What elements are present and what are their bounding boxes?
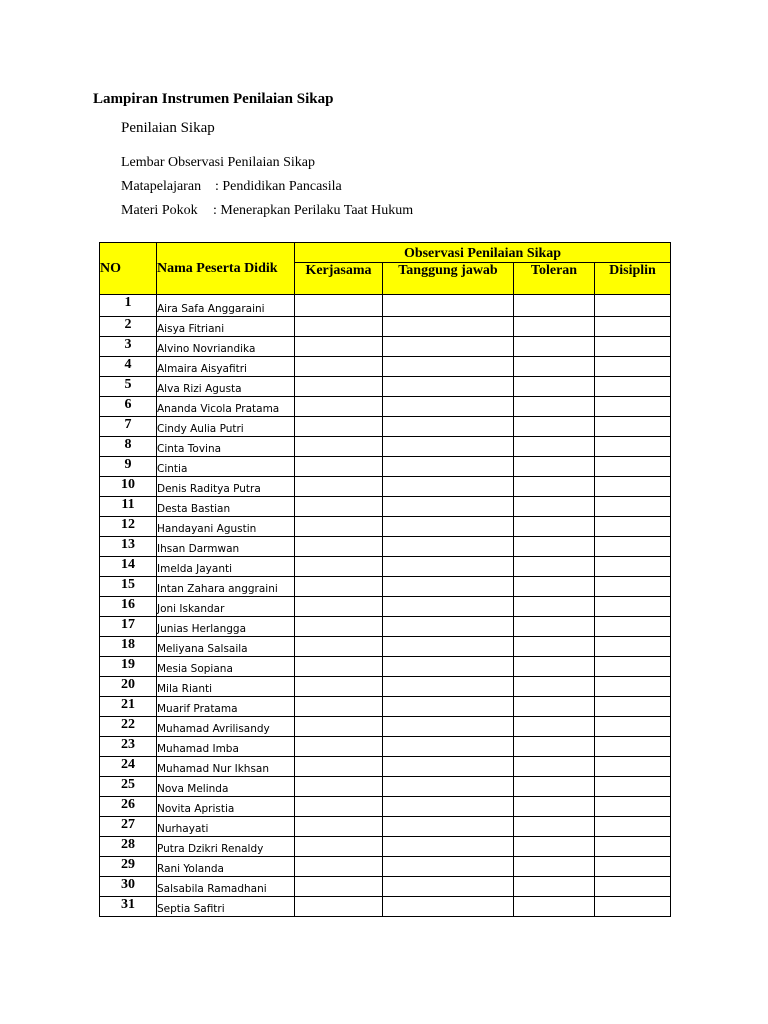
score-cell-tanggung-jawab[interactable] [383,817,514,837]
score-cell-disiplin[interactable] [595,577,671,597]
score-cell-tanggung-jawab[interactable] [383,837,514,857]
row-number: 25 [100,777,157,797]
score-cell-kerjasama[interactable] [295,597,383,617]
score-cell-tanggung-jawab[interactable] [383,557,514,577]
row-number: 23 [100,737,157,757]
header-tanggung-jawab: Tanggung jawab [383,263,514,295]
score-cell-kerjasama[interactable] [295,497,383,517]
row-number: 20 [100,677,157,697]
table-row [100,797,671,817]
score-cell-toleran[interactable] [514,377,595,397]
score-cell-tanggung-jawab[interactable] [383,697,514,717]
score-cell-disiplin[interactable] [595,737,671,757]
score-cell-kerjasama[interactable] [295,377,383,397]
row-number: 6 [100,397,157,417]
student-name: Mesia Sopiana [157,657,295,677]
student-name: Alva Rizi Agusta [157,377,295,397]
student-name: Muhamad Imba [157,737,295,757]
score-cell-disiplin[interactable] [595,317,671,337]
score-cell-toleran[interactable] [514,817,595,837]
row-number: 1 [100,295,157,317]
observation-table [99,242,671,917]
score-cell-toleran[interactable] [514,857,595,877]
score-cell-tanggung-jawab[interactable] [383,617,514,637]
document-subtitle: Penilaian Sikap [121,120,215,136]
score-cell-tanggung-jawab[interactable] [383,717,514,737]
score-cell-toleran[interactable] [514,477,595,497]
student-name: Cindy Aulia Putri [157,417,295,437]
table-row [100,357,671,377]
student-name: Cintia [157,457,295,477]
score-cell-tanggung-jawab[interactable] [383,637,514,657]
score-cell-disiplin[interactable] [595,477,671,497]
row-number: 12 [100,517,157,537]
table-row [100,597,671,617]
score-cell-toleran[interactable] [514,797,595,817]
score-cell-toleran[interactable] [514,517,595,537]
student-name: Muhamad Avrilisandy [157,717,295,737]
score-cell-tanggung-jawab[interactable] [383,737,514,757]
score-cell-tanggung-jawab[interactable] [383,497,514,517]
score-cell-kerjasama[interactable] [295,697,383,717]
row-number: 8 [100,437,157,457]
student-name: Alvino Novriandika [157,337,295,357]
student-name: Septia Safitri [157,897,295,917]
row-number: 24 [100,757,157,777]
student-name: Rani Yolanda [157,857,295,877]
score-cell-kerjasama[interactable] [295,657,383,677]
row-number: 3 [100,337,157,357]
score-cell-tanggung-jawab[interactable] [383,597,514,617]
row-number: 29 [100,857,157,877]
score-cell-toleran[interactable] [514,617,595,637]
table-row [100,717,671,737]
score-cell-disiplin[interactable] [595,857,671,877]
student-name: Ihsan Darmwan [157,537,295,557]
student-name: Muhamad Nur Ikhsan [157,757,295,777]
score-cell-toleran[interactable] [514,577,595,597]
table-row [100,857,671,877]
student-name: Imelda Jayanti [157,557,295,577]
score-cell-toleran[interactable] [514,597,595,617]
score-cell-toleran[interactable] [514,497,595,517]
score-cell-tanggung-jawab[interactable] [383,577,514,597]
score-cell-disiplin[interactable] [595,657,671,677]
score-cell-disiplin[interactable] [595,617,671,637]
score-cell-toleran[interactable] [514,295,595,317]
student-name: Nova Melinda [157,777,295,797]
student-name: Joni Iskandar [157,597,295,617]
table-row [100,497,671,517]
table-row [100,757,671,777]
score-cell-kerjasama[interactable] [295,397,383,417]
score-cell-tanggung-jawab[interactable] [383,417,514,437]
table-row [100,557,671,577]
row-number: 17 [100,617,157,637]
row-number: 27 [100,817,157,837]
student-name: Muarif Pratama [157,697,295,717]
score-cell-toleran[interactable] [514,657,595,677]
sheet-title: Lembar Observasi Penilaian Sikap [121,155,316,170]
header-no: NO [100,243,157,295]
table-row [100,337,671,357]
score-cell-tanggung-jawab[interactable] [383,437,514,457]
student-name: Mila Rianti [157,677,295,697]
score-cell-kerjasama[interactable] [295,777,383,797]
row-number: 22 [100,717,157,737]
row-number: 4 [100,357,157,377]
table-row [100,897,671,917]
score-cell-toleran[interactable] [514,357,595,377]
table-row [100,437,671,457]
student-name: Ananda Vicola Pratama [157,397,295,417]
header-toleran: Toleran [514,263,595,295]
score-cell-tanggung-jawab[interactable] [383,757,514,777]
score-cell-toleran[interactable] [514,717,595,737]
table-row [100,637,671,657]
score-cell-kerjasama[interactable] [295,517,383,537]
score-cell-disiplin[interactable] [595,817,671,837]
score-cell-kerjasama[interactable] [295,457,383,477]
score-cell-tanggung-jawab[interactable] [383,397,514,417]
table-row [100,517,671,537]
row-number: 30 [100,877,157,897]
row-number: 15 [100,577,157,597]
score-cell-disiplin[interactable] [595,517,671,537]
score-cell-kerjasama[interactable] [295,337,383,357]
score-cell-disiplin[interactable] [595,757,671,777]
score-cell-toleran[interactable] [514,837,595,857]
score-cell-kerjasama[interactable] [295,295,383,317]
student-name: Intan Zahara anggraini [157,577,295,597]
table-row [100,817,671,837]
student-name: Aira Safa Anggaraini [157,295,295,317]
score-cell-disiplin[interactable] [595,457,671,477]
row-number: 31 [100,897,157,917]
topic-label: Materi Pokok [121,203,198,218]
score-cell-kerjasama[interactable] [295,417,383,437]
student-name: Handayani Agustin [157,517,295,537]
score-cell-tanggung-jawab[interactable] [383,357,514,377]
row-number: 26 [100,797,157,817]
score-cell-kerjasama[interactable] [295,437,383,457]
score-cell-tanggung-jawab[interactable] [383,797,514,817]
score-cell-toleran[interactable] [514,457,595,477]
score-cell-tanggung-jawab[interactable] [383,677,514,697]
score-cell-disiplin[interactable] [595,537,671,557]
score-cell-toleran[interactable] [514,737,595,757]
score-cell-kerjasama[interactable] [295,757,383,777]
score-cell-disiplin[interactable] [595,877,671,897]
student-name: Novita Apristia [157,797,295,817]
table-row [100,295,671,317]
score-cell-disiplin[interactable] [595,777,671,797]
score-cell-kerjasama[interactable] [295,897,383,917]
score-cell-tanggung-jawab[interactable] [383,477,514,497]
score-cell-disiplin[interactable] [595,417,671,437]
table-row [100,677,671,697]
score-cell-toleran[interactable] [514,417,595,437]
score-cell-tanggung-jawab[interactable] [383,777,514,797]
header-student-name: Nama Peserta Didik [157,243,295,295]
score-cell-toleran[interactable] [514,317,595,337]
row-number: 13 [100,537,157,557]
table-row [100,657,671,677]
score-cell-toleran[interactable] [514,697,595,717]
student-name: Aisya Fitriani [157,317,295,337]
score-cell-kerjasama[interactable] [295,637,383,657]
document-title: Lampiran Instrumen Penilaian Sikap [93,91,334,107]
score-cell-toleran[interactable] [514,397,595,417]
score-cell-disiplin[interactable] [595,557,671,577]
score-cell-kerjasama[interactable] [295,857,383,877]
score-cell-tanggung-jawab[interactable] [383,537,514,557]
score-cell-kerjasama[interactable] [295,677,383,697]
score-cell-kerjasama[interactable] [295,737,383,757]
score-cell-disiplin[interactable] [595,377,671,397]
score-cell-disiplin[interactable] [595,497,671,517]
topic-line [121,203,413,219]
table-row [100,537,671,557]
row-number: 2 [100,317,157,337]
student-name: Junias Herlangga [157,617,295,637]
score-cell-tanggung-jawab[interactable] [383,457,514,477]
score-cell-toleran[interactable] [514,337,595,357]
score-cell-disiplin[interactable] [595,337,671,357]
score-cell-disiplin[interactable] [595,897,671,917]
score-cell-toleran[interactable] [514,677,595,697]
score-cell-kerjasama[interactable] [295,537,383,557]
subject-label: Matapelajaran [121,179,202,194]
score-cell-tanggung-jawab[interactable] [383,517,514,537]
table-row [100,417,671,437]
table-row [100,877,671,897]
score-cell-tanggung-jawab[interactable] [383,877,514,897]
score-cell-toleran[interactable] [514,877,595,897]
row-number: 28 [100,837,157,857]
score-cell-disiplin[interactable] [595,717,671,737]
table-row [100,477,671,497]
student-name: Meliyana Salsaila [157,637,295,657]
table-row [100,837,671,857]
row-number: 19 [100,657,157,677]
subject-value: : Pendidikan Pancasila [215,179,342,194]
topic-value: : Menerapkan Perilaku Taat Hukum [213,203,414,218]
score-cell-kerjasama[interactable] [295,877,383,897]
score-cell-toleran[interactable] [514,897,595,917]
score-cell-kerjasama[interactable] [295,477,383,497]
score-cell-tanggung-jawab[interactable] [383,897,514,917]
score-cell-disiplin[interactable] [595,837,671,857]
row-number: 10 [100,477,157,497]
score-cell-kerjasama[interactable] [295,837,383,857]
score-cell-disiplin[interactable] [595,597,671,617]
student-name: Almaira Aisyafitri [157,357,295,377]
score-cell-kerjasama[interactable] [295,817,383,837]
student-name: Denis Raditya Putra [157,477,295,497]
student-name: Salsabila Ramadhani [157,877,295,897]
score-cell-disiplin[interactable] [595,397,671,417]
row-number: 16 [100,597,157,617]
score-cell-tanggung-jawab[interactable] [383,857,514,877]
score-cell-kerjasama[interactable] [295,357,383,377]
table-row [100,397,671,417]
student-name: Nurhayati [157,817,295,837]
score-cell-disiplin[interactable] [595,437,671,457]
score-cell-kerjasama[interactable] [295,577,383,597]
score-cell-toleran[interactable] [514,437,595,457]
score-cell-disiplin[interactable] [595,637,671,657]
row-number: 11 [100,497,157,517]
score-cell-kerjasama[interactable] [295,557,383,577]
score-cell-tanggung-jawab[interactable] [383,337,514,357]
score-cell-toleran[interactable] [514,757,595,777]
score-cell-tanggung-jawab[interactable] [383,377,514,397]
score-cell-disiplin[interactable] [595,295,671,317]
student-name: Cinta Tovina [157,437,295,457]
row-number: 14 [100,557,157,577]
table-row [100,317,671,337]
table-row [100,377,671,397]
score-cell-disiplin[interactable] [595,697,671,717]
row-number: 21 [100,697,157,717]
score-cell-disiplin[interactable] [595,677,671,697]
score-cell-kerjasama[interactable] [295,317,383,337]
score-cell-toleran[interactable] [514,557,595,577]
score-cell-tanggung-jawab[interactable] [383,657,514,677]
header-disiplin: Disiplin [595,263,671,295]
student-name: Desta Bastian [157,497,295,517]
score-cell-disiplin[interactable] [595,357,671,377]
header-observation-group: Observasi Penilaian Sikap [295,243,671,263]
row-number: 18 [100,637,157,657]
row-number: 7 [100,417,157,437]
table-row [100,617,671,637]
table-row [100,737,671,757]
score-cell-disiplin[interactable] [595,797,671,817]
table-row [100,777,671,797]
score-cell-tanggung-jawab[interactable] [383,295,514,317]
table-row [100,577,671,597]
subject-line [121,179,342,195]
score-cell-kerjasama[interactable] [295,797,383,817]
header-kerjasama: Kerjasama [295,263,383,295]
row-number: 9 [100,457,157,477]
table-row [100,697,671,717]
student-name: Putra Dzikri Renaldy [157,837,295,857]
score-cell-tanggung-jawab[interactable] [383,317,514,337]
row-number: 5 [100,377,157,397]
score-cell-kerjasama[interactable] [295,717,383,737]
score-cell-toleran[interactable] [514,777,595,797]
table-row [100,457,671,477]
score-cell-toleran[interactable] [514,537,595,557]
score-cell-kerjasama[interactable] [295,617,383,637]
score-cell-toleran[interactable] [514,637,595,657]
